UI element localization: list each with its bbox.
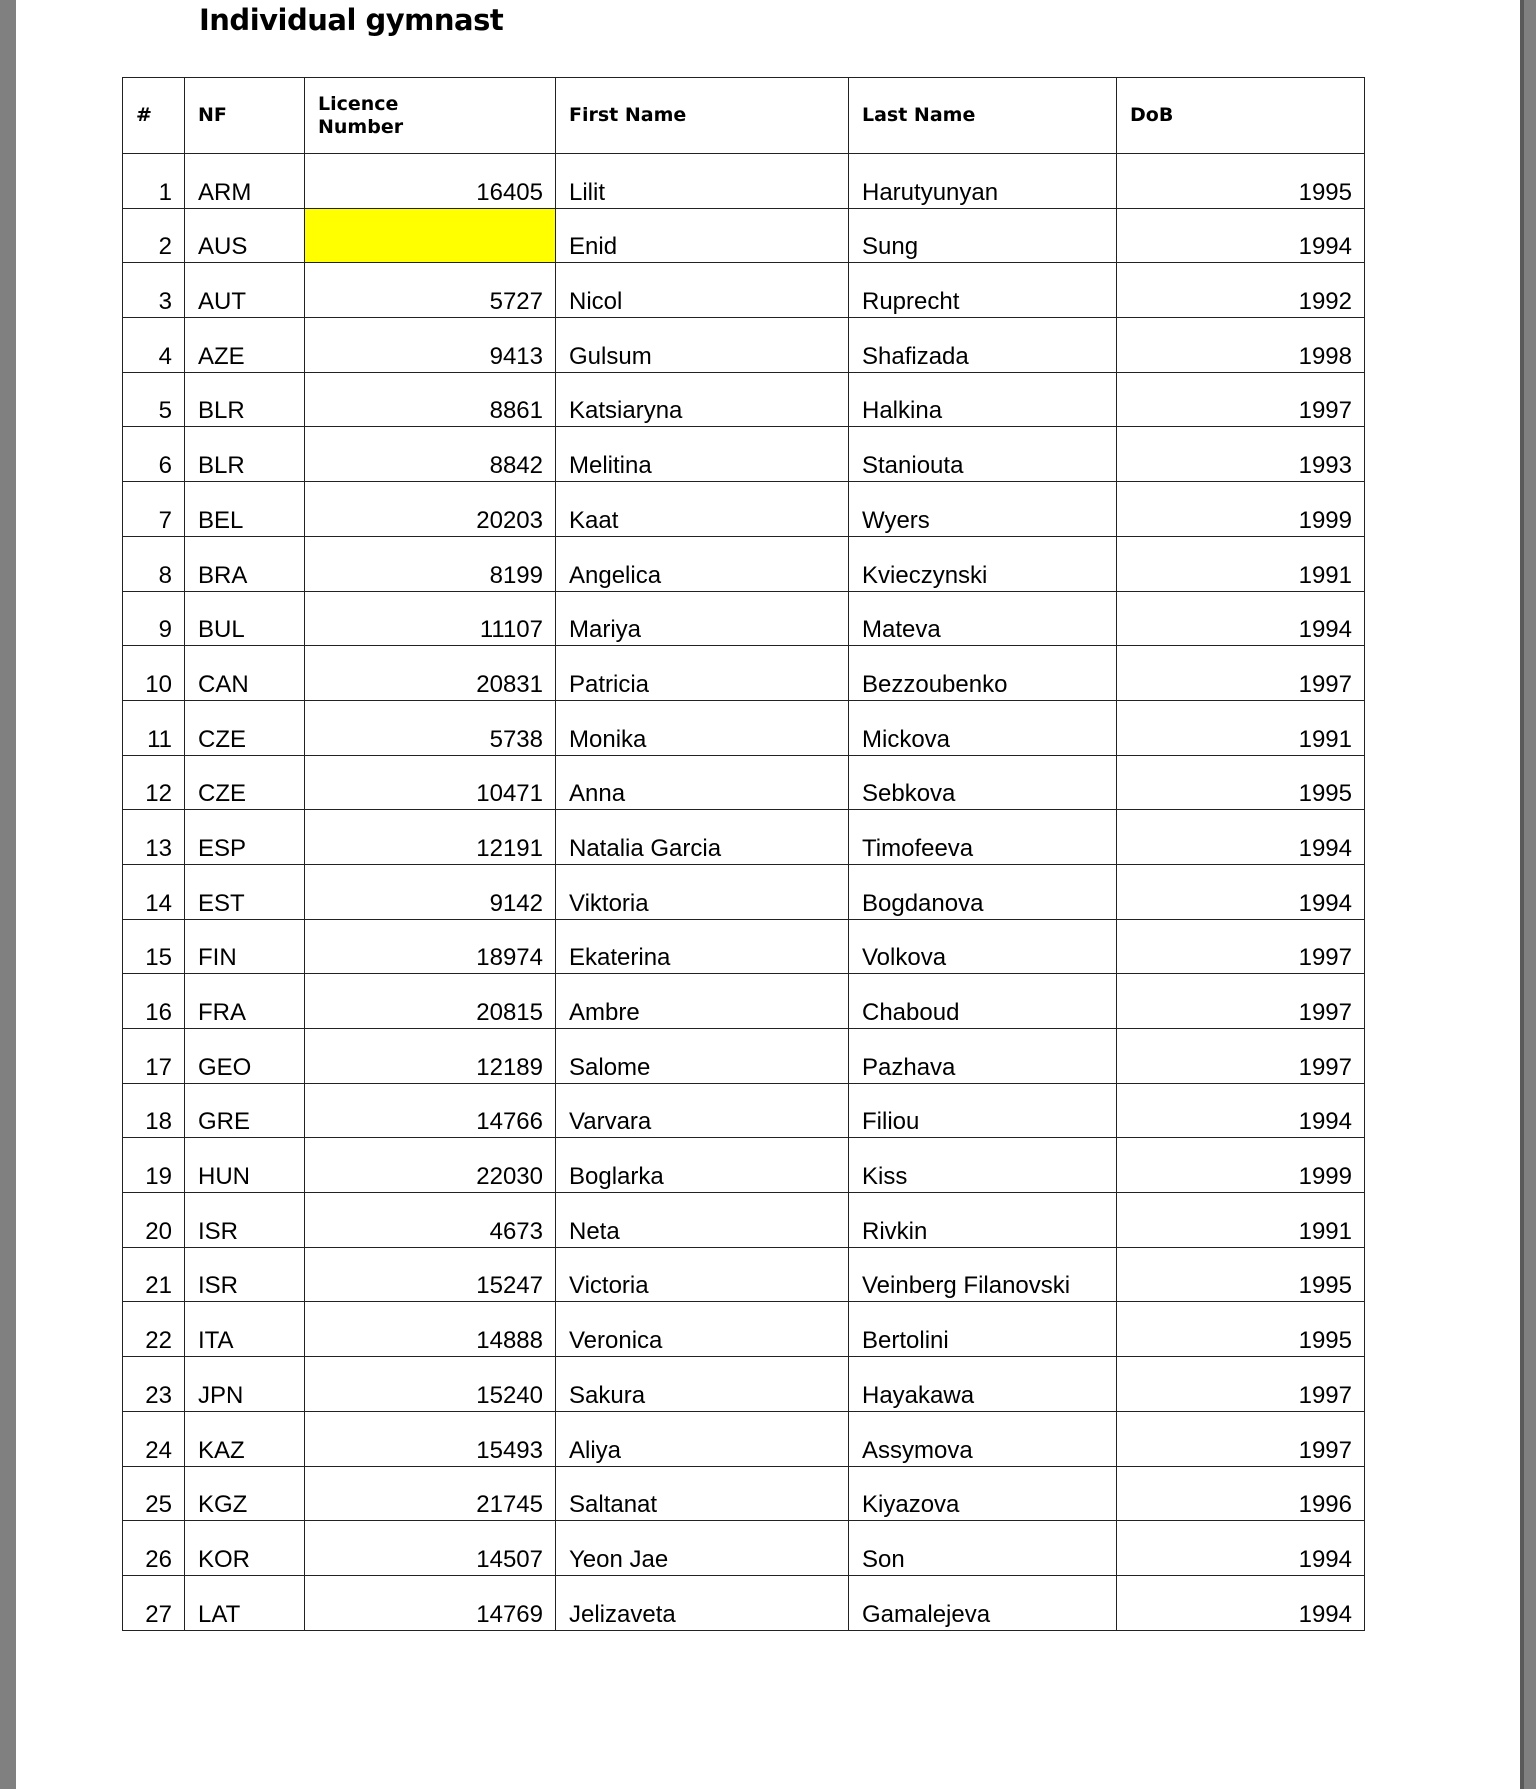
row-number: 10 [123, 646, 185, 701]
first-name-cell: Mariya [556, 591, 849, 646]
first-name-cell: Yeon Jae [556, 1521, 849, 1576]
table-row [123, 1575, 1365, 1630]
table-row [123, 263, 1365, 318]
table-row [123, 208, 1365, 263]
row-number: 3 [123, 263, 185, 318]
dob-cell: 1997 [1117, 372, 1365, 427]
table-row [123, 1138, 1365, 1193]
first-name-cell: Monika [556, 700, 849, 755]
first-name-cell: Varvara [556, 1083, 849, 1138]
row-number: 12 [123, 755, 185, 810]
first-name-cell: Salome [556, 1029, 849, 1084]
nf-cell: KOR [185, 1521, 305, 1576]
last-name-cell: Bogdanova [849, 864, 1117, 919]
table-row [123, 646, 1365, 701]
row-number: 15 [123, 919, 185, 974]
last-name-cell: Filiou [849, 1083, 1117, 1138]
table-row [123, 1411, 1365, 1466]
first-name-cell: Saltanat [556, 1466, 849, 1521]
header-nf: NF [185, 78, 305, 154]
table-row [123, 154, 1365, 209]
dob-cell: 1999 [1117, 482, 1365, 537]
licence-cell: 4673 [305, 1193, 556, 1248]
row-number: 17 [123, 1029, 185, 1084]
table-row [123, 919, 1365, 974]
licence-cell: 18974 [305, 919, 556, 974]
dob-cell: 1997 [1117, 919, 1365, 974]
dob-cell: 1992 [1117, 263, 1365, 318]
last-name-cell: Son [849, 1521, 1117, 1576]
last-name-cell: Gamalejeva [849, 1575, 1117, 1630]
nf-cell: BLR [185, 427, 305, 482]
nf-cell: BEL [185, 482, 305, 537]
first-name-cell: Aliya [556, 1411, 849, 1466]
last-name-cell: Chaboud [849, 974, 1117, 1029]
licence-cell: 12191 [305, 810, 556, 865]
table-row [123, 1193, 1365, 1248]
table-row [123, 1521, 1365, 1576]
licence-cell: 14769 [305, 1575, 556, 1630]
header-dob: DoB [1117, 78, 1365, 154]
first-name-cell: Lilit [556, 154, 849, 209]
nf-cell: EST [185, 864, 305, 919]
header-first-name: First Name [556, 78, 849, 154]
last-name-cell: Timofeeva [849, 810, 1117, 865]
last-name-cell: Sung [849, 208, 1117, 263]
first-name-cell: Angelica [556, 536, 849, 591]
dob-cell: 1991 [1117, 536, 1365, 591]
table-row [123, 536, 1365, 591]
nf-cell: ESP [185, 810, 305, 865]
licence-cell: 5738 [305, 700, 556, 755]
gymnast-table [122, 77, 1365, 1631]
nf-cell: AUS [185, 208, 305, 263]
row-number: 7 [123, 482, 185, 537]
first-name-cell: Kaat [556, 482, 849, 537]
licence-cell: 11107 [305, 591, 556, 646]
document-page [16, 0, 1520, 1789]
dob-cell: 1997 [1117, 1029, 1365, 1084]
dob-cell: 1994 [1117, 1083, 1365, 1138]
dob-cell: 1997 [1117, 646, 1365, 701]
header-num: # [123, 78, 185, 154]
last-name-cell: Halkina [849, 372, 1117, 427]
first-name-cell: Viktoria [556, 864, 849, 919]
last-name-cell: Veinberg Filanovski [849, 1247, 1117, 1302]
licence-cell: 20831 [305, 646, 556, 701]
row-number: 16 [123, 974, 185, 1029]
licence-cell: 15247 [305, 1247, 556, 1302]
table-body [123, 154, 1365, 1631]
licence-cell: 21745 [305, 1466, 556, 1521]
licence-cell: 16405 [305, 154, 556, 209]
nf-cell: LAT [185, 1575, 305, 1630]
dob-cell: 1995 [1117, 755, 1365, 810]
table-row [123, 810, 1365, 865]
row-number: 4 [123, 318, 185, 373]
nf-cell: KAZ [185, 1411, 305, 1466]
table-row [123, 591, 1365, 646]
dob-cell: 1995 [1117, 1302, 1365, 1357]
table-row [123, 1357, 1365, 1412]
licence-cell: 12189 [305, 1029, 556, 1084]
table-row [123, 1029, 1365, 1084]
table-row [123, 318, 1365, 373]
licence-cell: 9142 [305, 864, 556, 919]
row-number: 14 [123, 864, 185, 919]
nf-cell: BLR [185, 372, 305, 427]
last-name-cell: Kiss [849, 1138, 1117, 1193]
licence-cell: 15493 [305, 1411, 556, 1466]
last-name-cell: Pazhava [849, 1029, 1117, 1084]
last-name-cell: Staniouta [849, 427, 1117, 482]
last-name-cell: Shafizada [849, 318, 1117, 373]
nf-cell: ISR [185, 1193, 305, 1248]
dob-cell: 1997 [1117, 1357, 1365, 1412]
first-name-cell: Boglarka [556, 1138, 849, 1193]
table-row [123, 482, 1365, 537]
dob-cell: 1993 [1117, 427, 1365, 482]
dob-cell: 1994 [1117, 1575, 1365, 1630]
row-number: 13 [123, 810, 185, 865]
first-name-cell: Victoria [556, 1247, 849, 1302]
first-name-cell: Natalia Garcia [556, 810, 849, 865]
nf-cell: GRE [185, 1083, 305, 1138]
dob-cell: 1997 [1117, 974, 1365, 1029]
last-name-cell: Assymova [849, 1411, 1117, 1466]
last-name-cell: Rivkin [849, 1193, 1117, 1248]
table-header-row [123, 78, 1365, 154]
last-name-cell: Bertolini [849, 1302, 1117, 1357]
row-number: 26 [123, 1521, 185, 1576]
nf-cell: BUL [185, 591, 305, 646]
licence-cell: 8842 [305, 427, 556, 482]
table-row [123, 1083, 1365, 1138]
header-licence [305, 78, 556, 154]
row-number: 24 [123, 1411, 185, 1466]
table-row [123, 700, 1365, 755]
nf-cell: CZE [185, 755, 305, 810]
header-licence-label: Licence Number [318, 92, 404, 138]
table-row [123, 974, 1365, 1029]
last-name-cell: Kiyazova [849, 1466, 1117, 1521]
nf-cell: KGZ [185, 1466, 305, 1521]
row-number: 5 [123, 372, 185, 427]
dob-cell: 1997 [1117, 1411, 1365, 1466]
nf-cell: ARM [185, 154, 305, 209]
dob-cell: 1991 [1117, 700, 1365, 755]
dob-cell: 1999 [1117, 1138, 1365, 1193]
licence-cell: 22030 [305, 1138, 556, 1193]
first-name-cell: Veronica [556, 1302, 849, 1357]
table-row [123, 372, 1365, 427]
licence-cell: 20203 [305, 482, 556, 537]
table-row [123, 427, 1365, 482]
licence-cell: 15240 [305, 1357, 556, 1412]
first-name-cell: Ambre [556, 974, 849, 1029]
last-name-cell: Bezzoubenko [849, 646, 1117, 701]
licence-cell [305, 208, 556, 263]
row-number: 18 [123, 1083, 185, 1138]
row-number: 27 [123, 1575, 185, 1630]
first-name-cell: Neta [556, 1193, 849, 1248]
nf-cell: BRA [185, 536, 305, 591]
licence-cell: 14766 [305, 1083, 556, 1138]
nf-cell: JPN [185, 1357, 305, 1412]
first-name-cell: Enid [556, 208, 849, 263]
dob-cell: 1994 [1117, 208, 1365, 263]
licence-cell: 14888 [305, 1302, 556, 1357]
row-number: 11 [123, 700, 185, 755]
nf-cell: CZE [185, 700, 305, 755]
row-number: 9 [123, 591, 185, 646]
row-number: 2 [123, 208, 185, 263]
first-name-cell: Melitina [556, 427, 849, 482]
dob-cell: 1995 [1117, 1247, 1365, 1302]
last-name-cell: Mateva [849, 591, 1117, 646]
row-number: 25 [123, 1466, 185, 1521]
first-name-cell: Patricia [556, 646, 849, 701]
licence-cell: 8861 [305, 372, 556, 427]
row-number: 1 [123, 154, 185, 209]
table-row [123, 864, 1365, 919]
first-name-cell: Ekaterina [556, 919, 849, 974]
row-number: 23 [123, 1357, 185, 1412]
row-number: 19 [123, 1138, 185, 1193]
licence-cell: 8199 [305, 536, 556, 591]
header-last-name: Last Name [849, 78, 1117, 154]
nf-cell: HUN [185, 1138, 305, 1193]
nf-cell: ITA [185, 1302, 305, 1357]
nf-cell: CAN [185, 646, 305, 701]
nf-cell: AUT [185, 263, 305, 318]
table-row [123, 1247, 1365, 1302]
last-name-cell: Hayakawa [849, 1357, 1117, 1412]
licence-cell: 9413 [305, 318, 556, 373]
dob-cell: 1994 [1117, 1521, 1365, 1576]
first-name-cell: Sakura [556, 1357, 849, 1412]
licence-cell: 5727 [305, 263, 556, 318]
page-edge-shadow [1520, 0, 1524, 1789]
last-name-cell: Harutyunyan [849, 154, 1117, 209]
table-row [123, 1466, 1365, 1521]
dob-cell: 1994 [1117, 810, 1365, 865]
first-name-cell: Anna [556, 755, 849, 810]
dob-cell: 1996 [1117, 1466, 1365, 1521]
dob-cell: 1994 [1117, 591, 1365, 646]
table-row [123, 755, 1365, 810]
table-row [123, 1302, 1365, 1357]
last-name-cell: Sebkova [849, 755, 1117, 810]
last-name-cell: Mickova [849, 700, 1117, 755]
row-number: 20 [123, 1193, 185, 1248]
nf-cell: FRA [185, 974, 305, 1029]
first-name-cell: Jelizaveta [556, 1575, 849, 1630]
last-name-cell: Ruprecht [849, 263, 1117, 318]
licence-cell: 10471 [305, 755, 556, 810]
dob-cell: 1994 [1117, 864, 1365, 919]
nf-cell: GEO [185, 1029, 305, 1084]
licence-cell: 20815 [305, 974, 556, 1029]
row-number: 22 [123, 1302, 185, 1357]
first-name-cell: Nicol [556, 263, 849, 318]
last-name-cell: Volkova [849, 919, 1117, 974]
page-title: Individual gymnast [199, 3, 504, 37]
first-name-cell: Katsiaryna [556, 372, 849, 427]
row-number: 8 [123, 536, 185, 591]
nf-cell: FIN [185, 919, 305, 974]
row-number: 21 [123, 1247, 185, 1302]
nf-cell: ISR [185, 1247, 305, 1302]
licence-cell: 14507 [305, 1521, 556, 1576]
dob-cell: 1991 [1117, 1193, 1365, 1248]
nf-cell: AZE [185, 318, 305, 373]
row-number: 6 [123, 427, 185, 482]
last-name-cell: Wyers [849, 482, 1117, 537]
first-name-cell: Gulsum [556, 318, 849, 373]
last-name-cell: Kvieczynski [849, 536, 1117, 591]
dob-cell: 1995 [1117, 154, 1365, 209]
dob-cell: 1998 [1117, 318, 1365, 373]
